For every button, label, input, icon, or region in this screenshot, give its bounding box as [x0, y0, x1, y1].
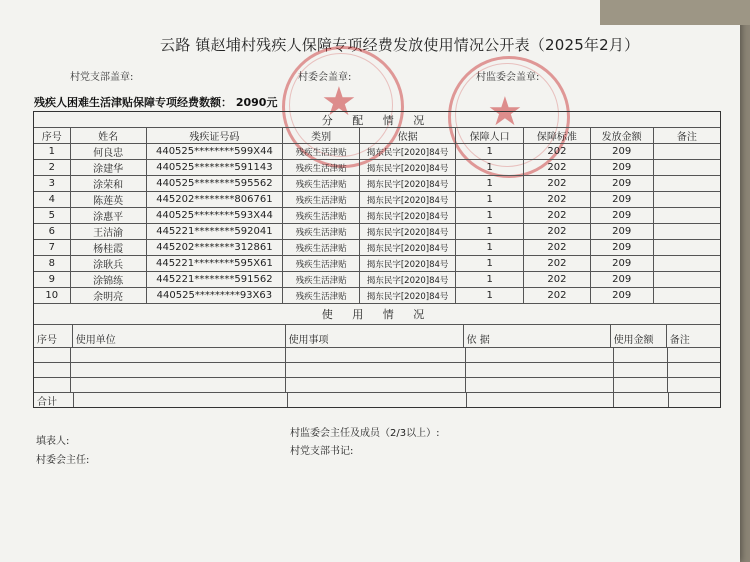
standard: 202: [524, 160, 590, 175]
remarks: [654, 288, 720, 303]
recipient-name: 涂锦练: [71, 272, 147, 287]
disability-cert-number: 445221********592041: [147, 224, 283, 239]
remarks: [654, 272, 720, 287]
total-row: [34, 393, 720, 407]
category: 残疾生活津贴: [283, 160, 360, 175]
covered-people: 1: [456, 240, 524, 255]
row-number: 6: [34, 224, 71, 239]
star-icon: ★: [487, 89, 523, 135]
amount: 209: [591, 144, 654, 159]
disability-cert-number: 440525********591143: [147, 160, 283, 175]
usage-row: [34, 363, 720, 378]
remarks: [654, 144, 720, 159]
standard: 202: [524, 272, 590, 287]
col-header: 备注: [669, 335, 690, 346]
basis: 揭东民字[2020]84号: [360, 240, 456, 255]
col-header: 保障人口: [456, 128, 524, 143]
basis: 揭东民字[2020]84号: [360, 192, 456, 207]
covered-people: 1: [456, 224, 524, 239]
row-number: 9: [34, 272, 71, 287]
recipient-name: 王洁渝: [71, 224, 147, 239]
allocation-title: 分 配 情 况: [321, 113, 433, 127]
category: 残疾生活津贴: [283, 240, 360, 255]
basis: 揭东民字[2020]84号: [360, 160, 456, 175]
category: 残疾生活津贴: [283, 256, 360, 271]
col-header: 使用单位: [73, 325, 286, 347]
amount: 209: [591, 176, 654, 191]
party-seal-label: 村党支部盖章:: [70, 72, 134, 83]
allocation-header-row: [34, 128, 720, 144]
disability-cert-number: 445221********595X61: [147, 256, 283, 271]
basis: 揭东民字[2020]84号: [360, 224, 456, 239]
standard: 202: [524, 144, 590, 159]
covered-people: 1: [456, 272, 524, 287]
recipient-name: 余明亮: [71, 288, 147, 303]
star-icon: ★: [321, 79, 357, 125]
table-row: [34, 272, 720, 288]
table-row: [34, 224, 720, 240]
basis: 揭东民字[2020]84号: [360, 256, 456, 271]
remarks: [654, 256, 720, 271]
disability-cert-number: 445221********591562: [147, 272, 283, 287]
category: 残疾生活津贴: [283, 272, 360, 287]
covered-people: 1: [456, 256, 524, 271]
col-header: 姓名: [71, 128, 147, 143]
standard: 202: [524, 288, 590, 303]
total-label: 合计: [34, 393, 74, 407]
col-header: 序号: [34, 128, 71, 143]
covered-people: 1: [456, 288, 524, 303]
remarks: [654, 208, 720, 223]
recipient-name: 涂耿兵: [71, 256, 147, 271]
standard: 202: [524, 208, 590, 223]
committee-director-label: 村委会主任:: [36, 455, 90, 466]
usage-title: 使 用 情 况: [321, 308, 433, 321]
row-number: 7: [34, 240, 71, 255]
disability-cert-number: 445202********312861: [147, 240, 283, 255]
covered-people: 1: [456, 176, 524, 191]
table-row: [34, 160, 720, 176]
supervision-seal-label: 村监委会盖章:: [476, 72, 540, 83]
fund-amount-line: 残疾人困难生活津贴保障专项经费数额： 2090元: [34, 96, 278, 109]
basis: 揭东民字[2020]84号: [360, 144, 456, 159]
standard: 202: [524, 224, 590, 239]
row-number: 5: [34, 208, 71, 223]
col-header: 备注: [676, 132, 697, 143]
recipient-name: 陈莲英: [71, 192, 147, 207]
amount: 209: [591, 272, 654, 287]
recipient-name: 涂荣和: [71, 176, 147, 191]
basis: 揭东民字[2020]84号: [360, 288, 456, 303]
amount: 209: [591, 256, 654, 271]
recipient-name: 何良忠: [71, 144, 147, 159]
remarks: [654, 192, 720, 207]
amount: 209: [591, 288, 654, 303]
supervisors-label: 村监委会主任及成员（2/3以上）:: [290, 428, 440, 439]
background-desk: [600, 0, 750, 25]
party-secretary-label: 村党支部书记:: [290, 446, 354, 457]
basis: 揭东民字[2020]84号: [360, 272, 456, 287]
remarks: [654, 176, 720, 191]
recipient-name: 涂建华: [71, 160, 147, 175]
table-row: [34, 176, 720, 192]
usage-row: [34, 378, 720, 393]
row-number: 2: [34, 160, 71, 175]
usage-header-row: [34, 325, 720, 348]
disbursement-table: [33, 111, 721, 408]
standard: 202: [524, 256, 590, 271]
col-header: 使用金额: [611, 325, 667, 347]
amount: 209: [591, 208, 654, 223]
amount: 209: [591, 224, 654, 239]
disability-cert-number: 440525*********93X63: [147, 288, 283, 303]
col-header: 残疾证号码: [147, 128, 283, 143]
recipient-name: 涂惠平: [71, 208, 147, 223]
row-number: 3: [34, 176, 71, 191]
row-number: 4: [34, 192, 71, 207]
remarks: [654, 160, 720, 175]
category: 残疾生活津贴: [283, 192, 360, 207]
table-row: [34, 240, 720, 256]
col-header: 发放金额: [591, 128, 654, 143]
category: 残疾生活津贴: [283, 224, 360, 239]
amount: 209: [591, 160, 654, 175]
row-number: 8: [34, 256, 71, 271]
basis: 揭东民字[2020]84号: [360, 208, 456, 223]
standard: 202: [524, 192, 590, 207]
standard: 202: [524, 240, 590, 255]
col-header: 保障标准: [524, 128, 590, 143]
table-row: [34, 208, 720, 224]
remarks: [654, 240, 720, 255]
category: 残疾生活津贴: [283, 176, 360, 191]
disability-cert-number: 440525********595562: [147, 176, 283, 191]
allocation-band: [34, 112, 720, 128]
table-row: [34, 192, 720, 208]
col-header: 使用事项: [286, 325, 464, 347]
document-title: 云路 镇赵埔村残疾人保障专项经费发放使用情况公开表（2025年2月）: [160, 36, 640, 54]
disability-cert-number: 440525********599X44: [147, 144, 283, 159]
amount: 209: [591, 192, 654, 207]
table-row: [34, 256, 720, 272]
category: 残疾生活津贴: [283, 208, 360, 223]
disability-cert-number: 445202********806761: [147, 192, 283, 207]
table-row: [34, 144, 720, 160]
recipient-name: 杨桂霞: [71, 240, 147, 255]
usage-row: [34, 348, 720, 363]
standard: 202: [524, 176, 590, 191]
row-number: 10: [34, 288, 71, 303]
committee-seal-label: 村委会盖章:: [298, 72, 352, 83]
covered-people: 1: [456, 192, 524, 207]
usage-band: [34, 304, 720, 325]
covered-people: 1: [456, 144, 524, 159]
row-number: 1: [34, 144, 71, 159]
col-header: 依 据: [464, 325, 611, 347]
filler-label: 填表人:: [36, 436, 70, 447]
covered-people: 1: [456, 208, 524, 223]
basis: 揭东民字[2020]84号: [360, 176, 456, 191]
table-row: [34, 288, 720, 304]
disability-cert-number: 440525********593X44: [147, 208, 283, 223]
col-header: 序号: [34, 325, 73, 347]
col-header: 依据: [360, 128, 456, 143]
col-header: 类别: [283, 128, 360, 143]
amount: 209: [591, 240, 654, 255]
category: 残疾生活津贴: [283, 144, 360, 159]
covered-people: 1: [456, 160, 524, 175]
remarks: [654, 224, 720, 239]
category: 残疾生活津贴: [283, 288, 360, 303]
